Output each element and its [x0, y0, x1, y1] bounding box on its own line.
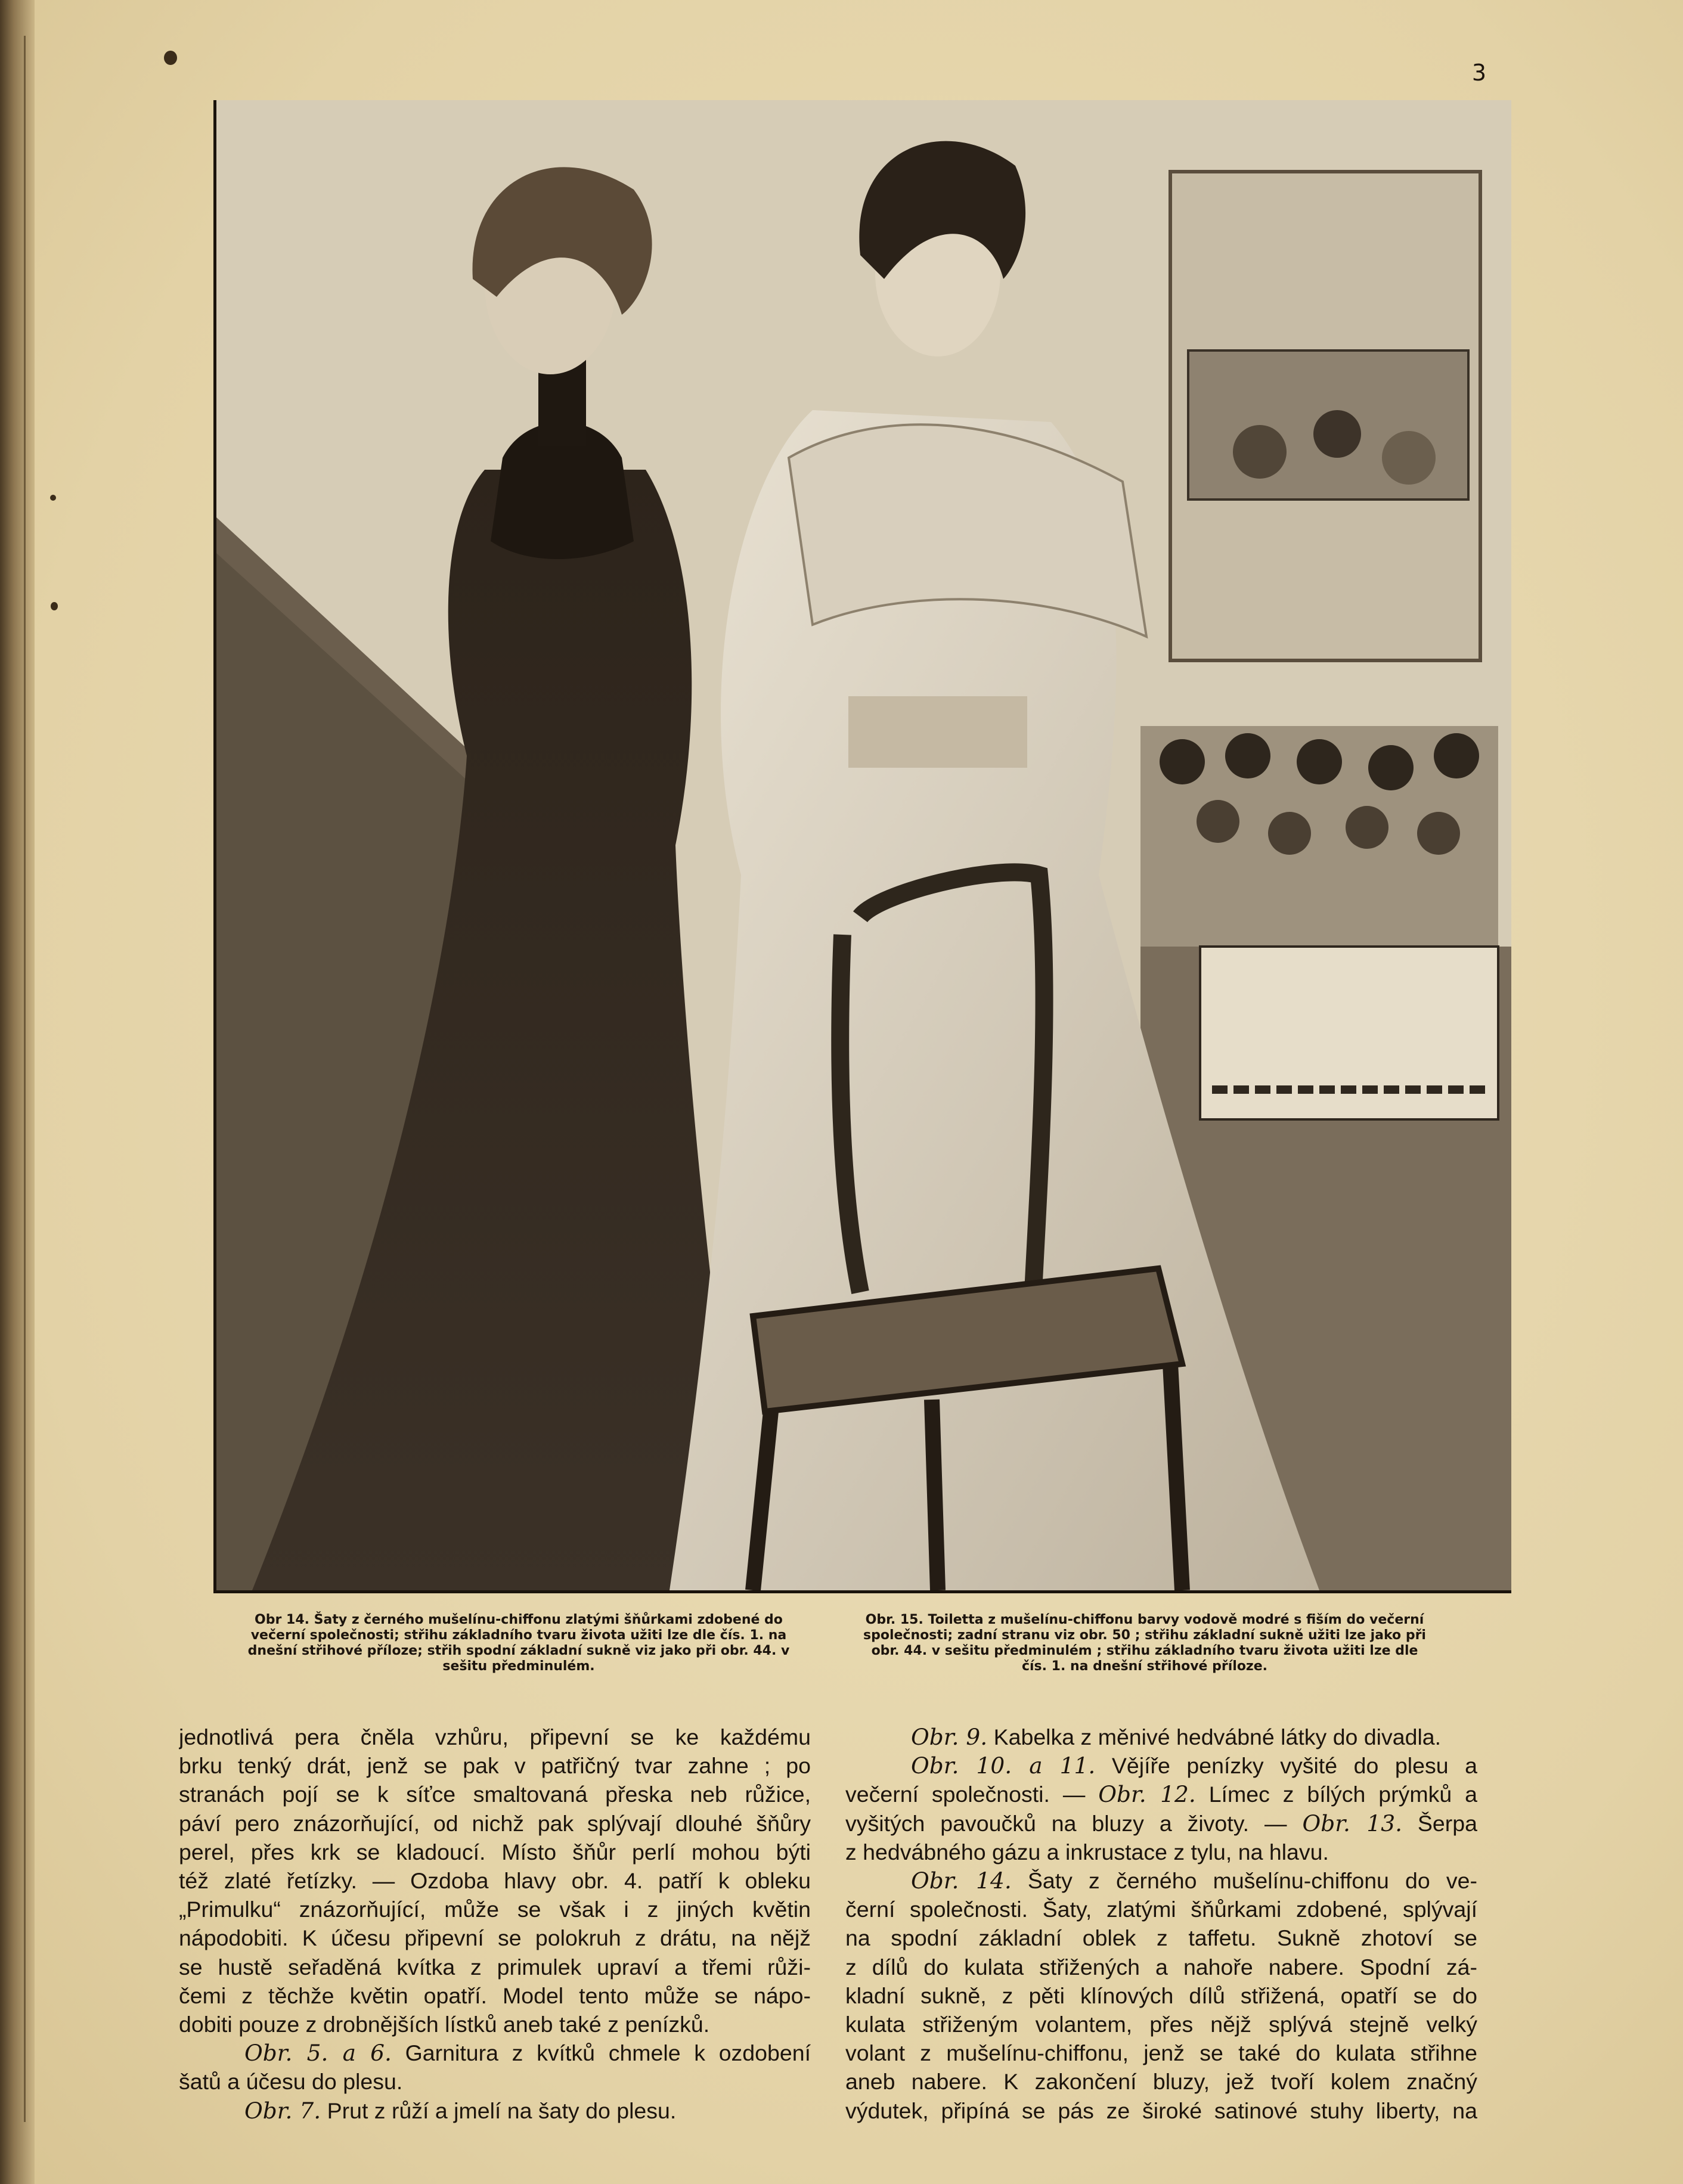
text-line: z hedvábného gázu a inkrustace z tylu, na hlavu.: [845, 1839, 1329, 1865]
text-line: výdutek, připíná se pás ze široké satinové stuhy liberty, na: [845, 2098, 1477, 2123]
figure-captions: [227, 1612, 1496, 1708]
figure-reference: Obr. 10. a 11.: [911, 1752, 1096, 1779]
line-text: večerní společnosti. —: [845, 1782, 1099, 1807]
text-line: z dílů do kulata střižených a nahoře nabere. Spodní zá-: [845, 1954, 1477, 1980]
text-line: volant z mušelínu-chiffonu, jenž se také do kulata střihne: [845, 2040, 1477, 2066]
text-line: perel, přes krk se kladoucí. Místo šňůr perlí mohou býti: [179, 1839, 811, 1865]
text-line: šatů a účesu do plesu.: [179, 2069, 403, 2095]
text-line: [845, 1780, 1477, 1808]
figure-reference: Obr. 12.: [1098, 1781, 1196, 1808]
figure-reference: Obr. 7.: [244, 2097, 321, 2124]
text-line: jednotlivá pera čněla vzhůru, připevní se ke každému: [179, 1724, 811, 1749]
fashion-illustration: [213, 100, 1511, 1593]
paragraph-text: Prut z růží a jmelí na šaty do plesu.: [321, 2098, 677, 2123]
paragraph-text: Šaty z černého mušelínu-chiffonu do ve-: [1011, 1868, 1477, 1894]
text-line: na spodní základní oblek z taffetu. Sukně zhotoví se: [845, 1925, 1477, 1951]
ink-speck: [51, 602, 58, 610]
text-line: čemi z těchže květin opatří. Model tento může se nápo-: [179, 1983, 811, 2008]
paragraph-obr-7: [179, 2096, 811, 2125]
paragraph-obr-10-11: [845, 1751, 1477, 1780]
figure-reference: Obr. 13.: [1302, 1810, 1402, 1836]
line-text: vyšitých pavoučků na bluzy a životy. —: [845, 1810, 1303, 1836]
figure-reference: Obr. 5. a 6.: [244, 2040, 392, 2067]
caption-fig-14: Obr 14. Šaty z černého mušelínu-chiffonu zlatými šňůrkami zdobené do večerní společnosti; střihu základního tvaru života užiti lze dle čís. 1. na dnešní střihové příloze; střih spodní základní sukně viz jako při obr. 44. v sešitu předminulém.: [247, 1612, 790, 1674]
text-line: dobiti pouze z drobnějších lístků aneb také z penízků.: [179, 2012, 710, 2037]
ink-speck: [164, 51, 177, 65]
text-line: páví pero znázorňující, od nichž pak splývají dlouhé šňůry: [179, 1810, 811, 1836]
ink-speck: [50, 495, 56, 501]
illustration-art: [216, 100, 1511, 1590]
text-line: „Primulku“ znázorňující, může se však i z jiných květin: [179, 1897, 811, 1922]
text-line: též zlaté řetízky. — Ozdoba hlavy obr. 4. patří k obleku: [179, 1868, 811, 1894]
paragraph-obr-5-6: [179, 2039, 811, 2067]
figure-reference: Obr. 14.: [911, 1867, 1012, 1894]
paragraph-text: Kabelka z měnivé hedvábné látky do divadla.: [987, 1724, 1442, 1749]
text-line: brku tenký drát, jenž se pak v patřičný tvar zahne ; po: [179, 1753, 811, 1779]
paragraph-text: Garnitura z kvítků chmele k ozdobení: [391, 2040, 811, 2066]
text-line: [845, 1809, 1477, 1838]
text-line: kladní sukně, z pěti klínových dílů střižená, opatří se do: [845, 1983, 1477, 2008]
figure-reference: Obr. 9.: [911, 1724, 988, 1750]
caption-fig-15: Obr. 15. Toiletta z mušelínu-chiffonu barvy vodově modré s fiším do večerní společnosti; zadní stranu viz obr. 50 ; střihu základní sukně užiti lze jako při obr. 44. v sešitu předminulém ; střihu základního tvaru života užiti lze dle čís. 1. na dnešní střihové příloze.: [863, 1612, 1426, 1674]
text-line: stranách pojí se k síťce smaltovaná přeska neb růžice,: [179, 1782, 811, 1807]
line-text: Límec z bílých prýmků a: [1195, 1782, 1477, 1807]
page-number: 3: [1471, 60, 1486, 86]
text-line: aneb nabere. K zakončení bluzy, jež tvoří kolem značný: [845, 2069, 1477, 2095]
binding-gutter: [0, 0, 35, 2184]
paragraph-obr-9: [845, 1723, 1477, 1751]
text-line: nápodobiti. K účesu připevní se polokruh z drátu, na nějž: [179, 1925, 811, 1951]
text-column-right: [845, 1723, 1477, 2125]
line-text: Šerpa: [1402, 1810, 1477, 1836]
text-column-left: [179, 1723, 811, 2125]
text-line: černí společnosti. Šaty, zlatými šňůrkami zdobené, splývají: [845, 1897, 1477, 1922]
text-line: se hustě seřaděná kvítka z primulek upraví a třemi růži-: [179, 1954, 811, 1980]
text-line: kulata střiženým volantem, přes nějž splývá stejně velký: [845, 2012, 1477, 2037]
paragraph-obr-14: [845, 1866, 1477, 1895]
paragraph-text: Vějíře penízky vyšité do plesu a: [1095, 1753, 1477, 1779]
gutter-edge: [24, 36, 26, 2122]
